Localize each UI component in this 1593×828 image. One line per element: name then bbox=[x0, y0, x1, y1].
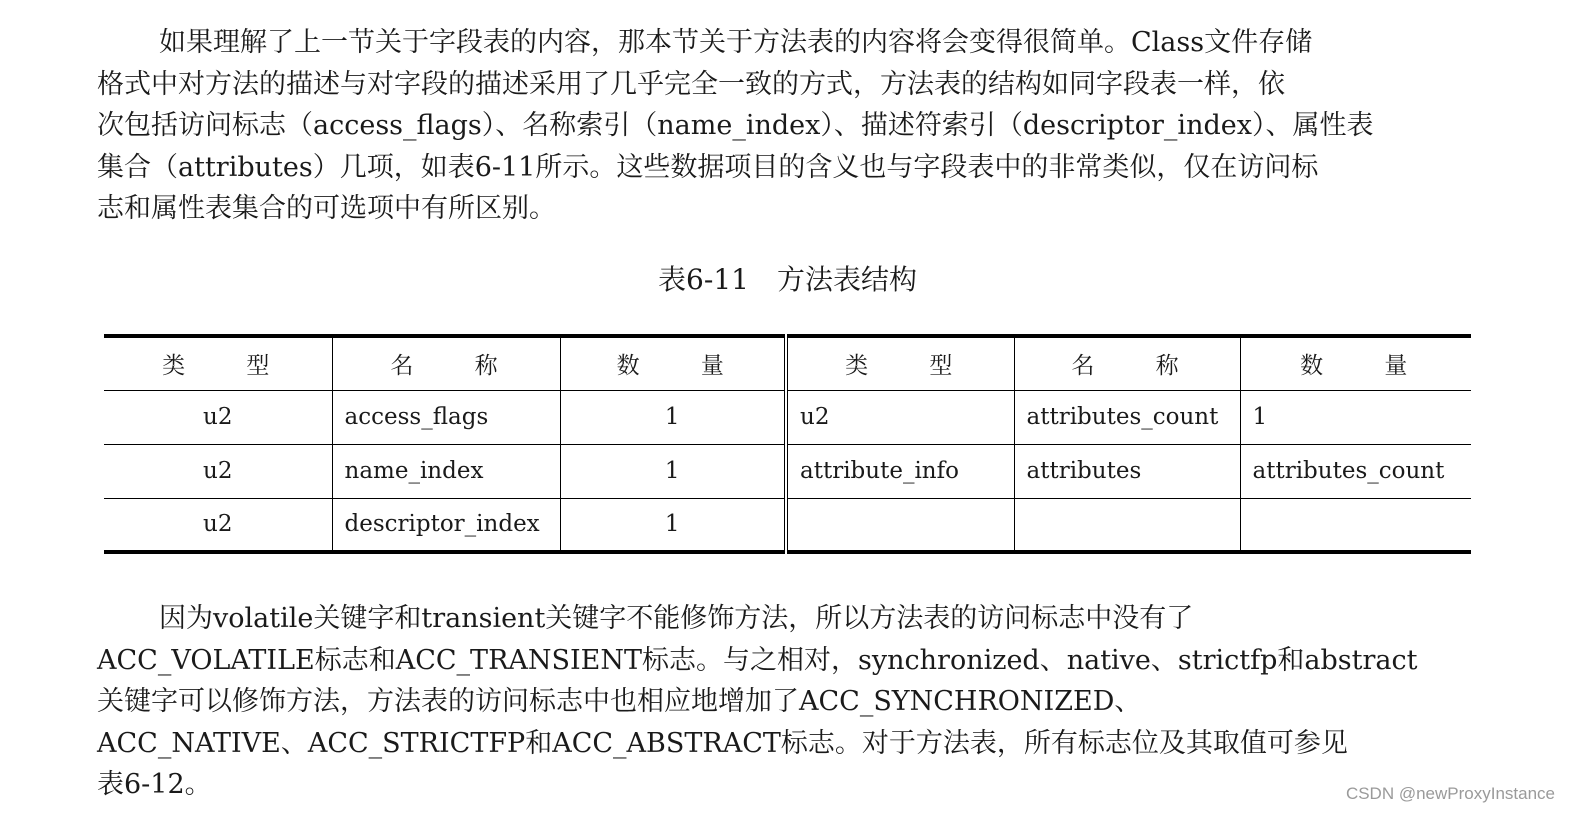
cell-name: attributes_count bbox=[1014, 390, 1240, 444]
cell-count: 1 bbox=[560, 444, 786, 498]
cell-count: 1 bbox=[1240, 390, 1471, 444]
table-caption: 表6-11 方法表结构 bbox=[658, 263, 917, 296]
method-table-structure bbox=[104, 334, 1471, 554]
text-line: 因为volatile关键字和transient关键字不能修饰方法，所以方法表的访问标志中没有了 bbox=[159, 603, 1194, 634]
cell-name: access_flags bbox=[332, 390, 560, 444]
cell-name: attributes bbox=[1014, 444, 1240, 498]
cell-count bbox=[1240, 498, 1471, 552]
text-line: 志和属性表集合的可选项中有所区别。 bbox=[97, 193, 556, 224]
text-line: ACC_NATIVE、ACC_STRICTFP和ACC_ABSTRACT标志。对于方法表，所有标志位及其取值可参见 bbox=[97, 727, 1348, 759]
cell-name: name_index bbox=[332, 444, 560, 498]
cell-type bbox=[786, 498, 1014, 552]
cell-count: 1 bbox=[560, 498, 786, 552]
header-count: 数 量 bbox=[1240, 336, 1471, 390]
header-type: 类 型 bbox=[786, 336, 1014, 390]
text-line: 如果理解了上一节关于字段表的内容，那本节关于方法表的内容将会变得很简单。Class文件存储 bbox=[159, 27, 1313, 58]
cell-name bbox=[1014, 498, 1240, 552]
intro-paragraph bbox=[97, 22, 1477, 230]
header-type: 类 型 bbox=[104, 336, 332, 390]
header-name: 名 称 bbox=[332, 336, 560, 390]
cell-count: 1 bbox=[560, 390, 786, 444]
table-row bbox=[104, 498, 1471, 552]
cell-type: u2 bbox=[104, 390, 332, 444]
cell-type: u2 bbox=[104, 444, 332, 498]
text-line: 次包括访问标志（access_flags）、名称索引（name_index）、描述符索引（descriptor_index）、属性表 bbox=[97, 110, 1374, 141]
csdn-watermark: CSDN @newProxyInstance bbox=[1345, 784, 1555, 803]
header-count: 数 量 bbox=[560, 336, 786, 390]
table-row bbox=[104, 390, 1471, 444]
cell-type: attribute_info bbox=[786, 444, 1014, 498]
table-header-row bbox=[104, 336, 1471, 390]
text-line: ACC_VOLATILE标志和ACC_TRANSIENT标志。与之相对，synchronized、native、strictfp和abstract bbox=[97, 644, 1418, 676]
text-line: 格式中对方法的描述与对字段的描述采用了几乎完全一致的方式，方法表的结构如同字段表一样，依 bbox=[97, 68, 1285, 100]
cell-name: descriptor_index bbox=[332, 498, 560, 552]
text-line: 集合（attributes）几项，如表6-11所示。这些数据项目的含义也与字段表中的非常类似，仅在访问标 bbox=[97, 151, 1319, 183]
followup-paragraph bbox=[97, 598, 1477, 806]
table-row bbox=[104, 444, 1471, 498]
header-name: 名 称 bbox=[1014, 336, 1240, 390]
cell-type: u2 bbox=[104, 498, 332, 552]
text-line: 表6-12。 bbox=[97, 769, 212, 800]
cell-type: u2 bbox=[786, 390, 1014, 444]
text-line: 关键字可以修饰方法，方法表的访问标志中也相应地增加了ACC_SYNCHRONIZED、 bbox=[97, 686, 1142, 717]
cell-count: attributes_count bbox=[1240, 444, 1471, 498]
